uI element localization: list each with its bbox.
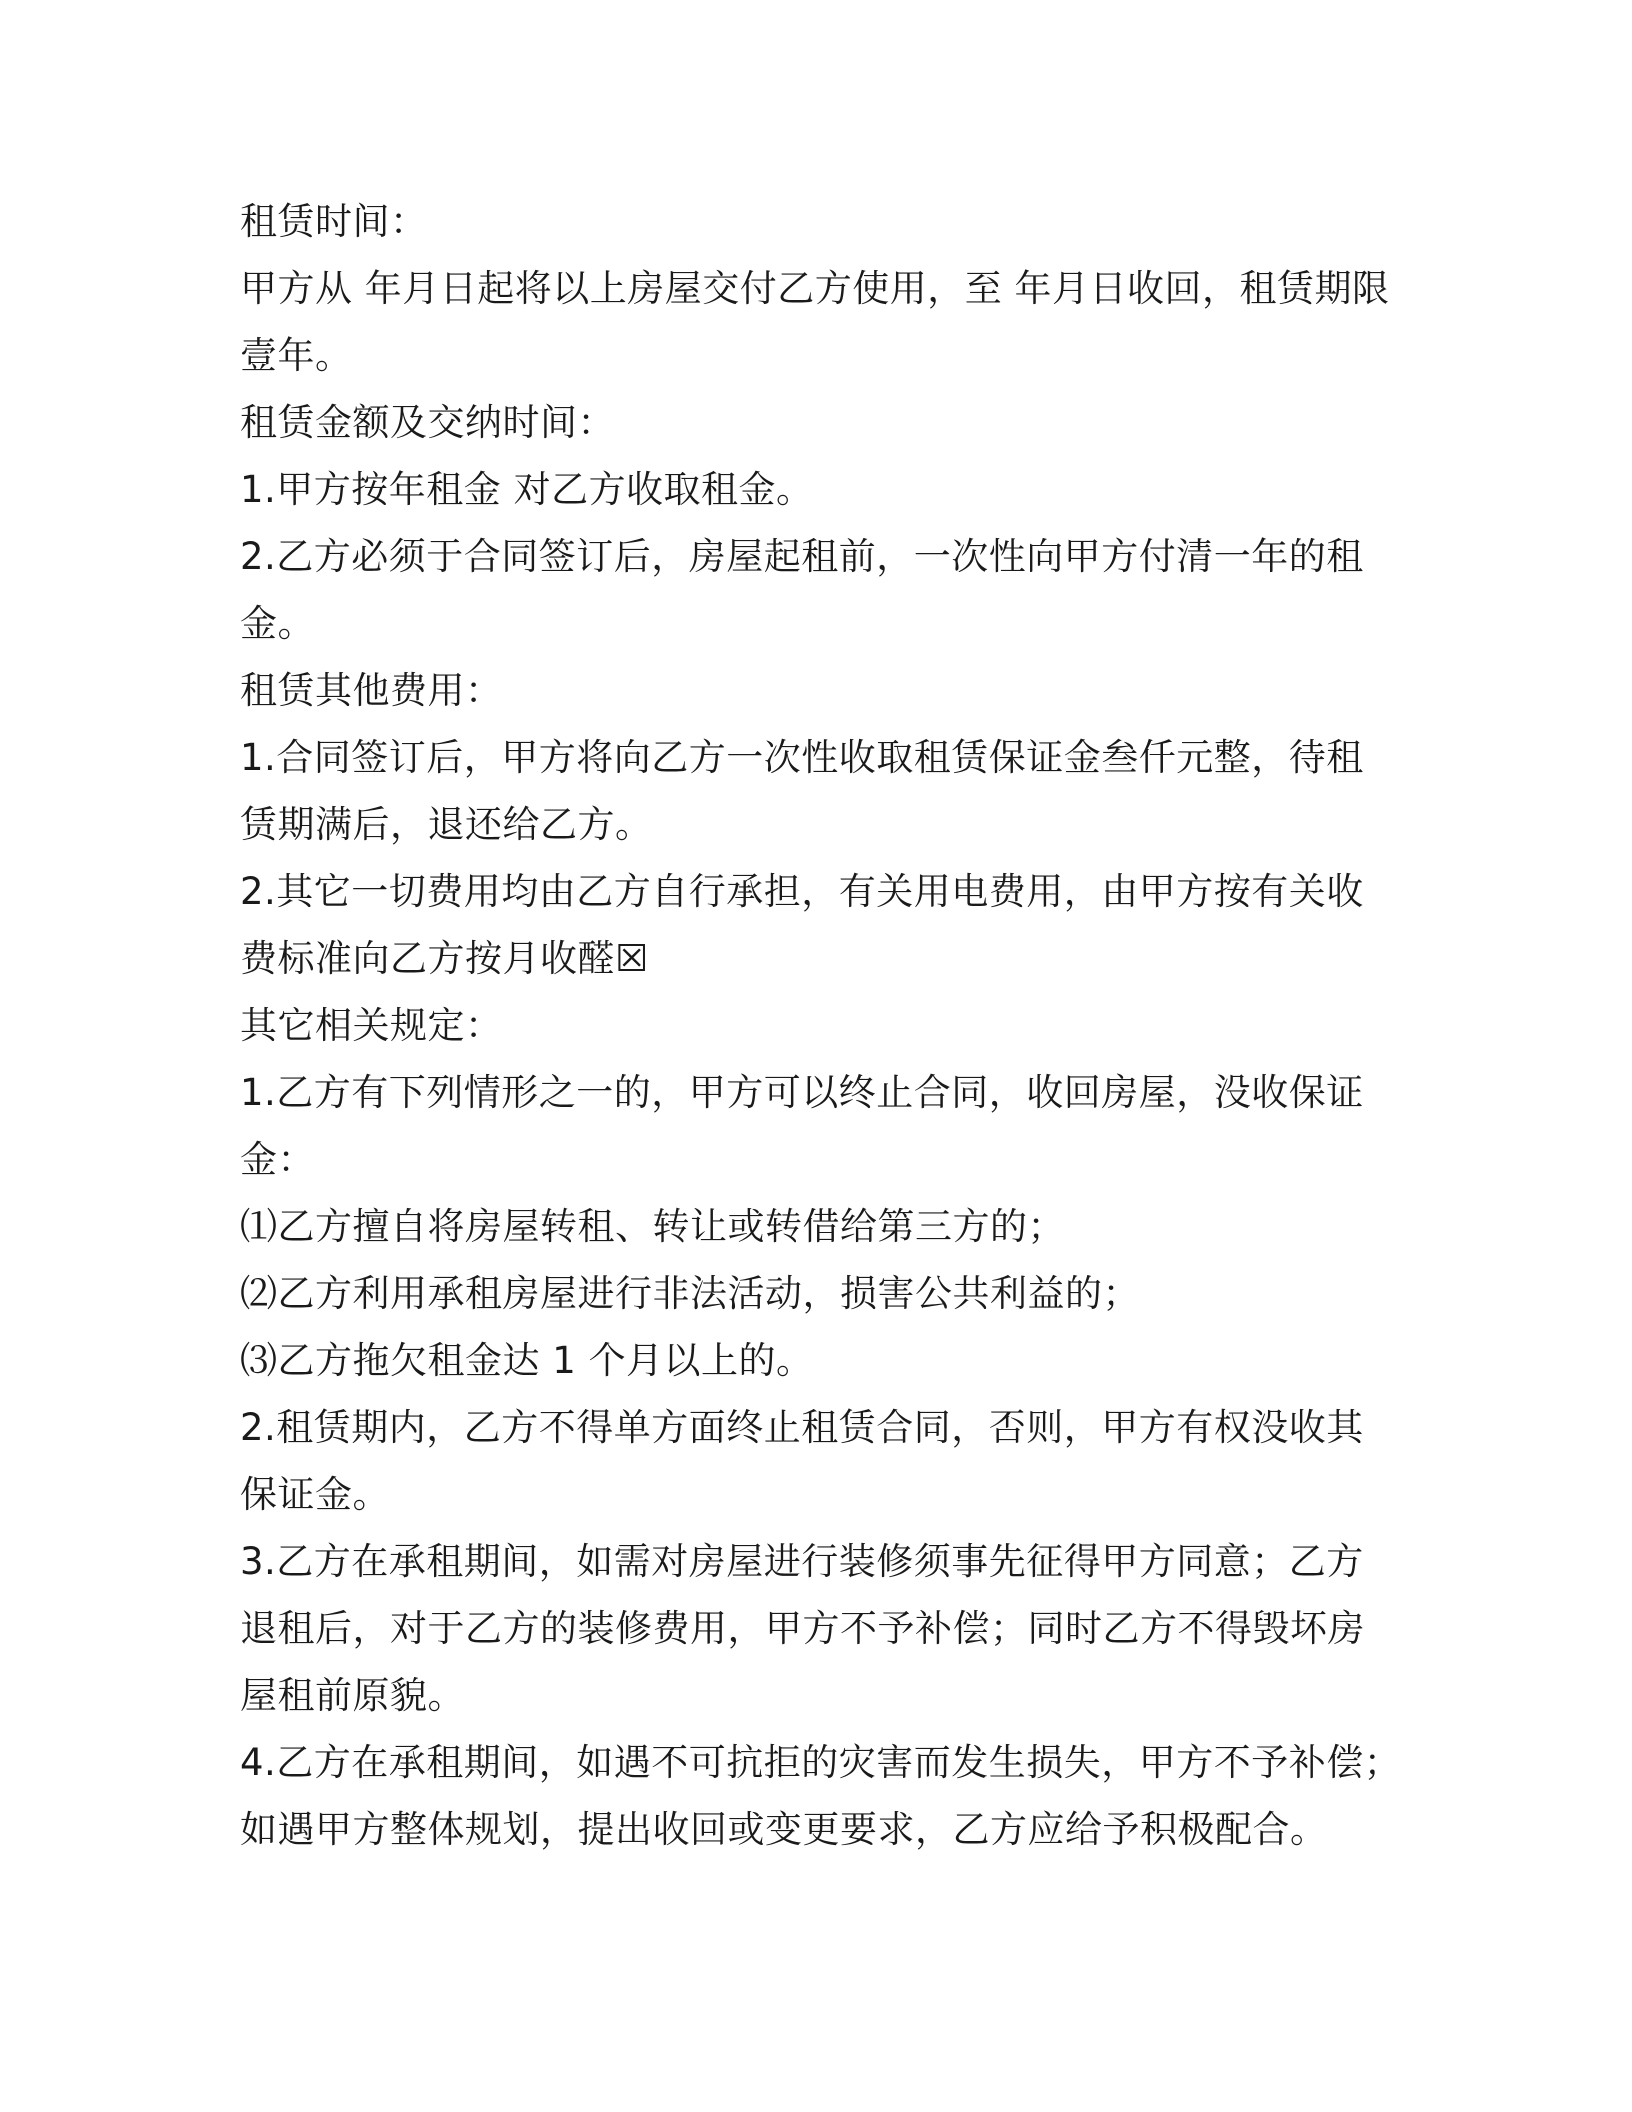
- text-line: 金：: [240, 1138, 315, 1181]
- text-line: 1.甲方按年租金 对乙方收取租金。: [240, 468, 814, 511]
- text-line: 赁期满后，退还给乙方。: [240, 803, 653, 846]
- section-heading-rent-amount: 租赁金额及交纳时间：: [240, 401, 615, 444]
- text-line: 费标准向乙方按月收醛☒: [240, 937, 649, 980]
- text-line: 金。: [240, 602, 315, 645]
- section-heading-other-fees: 租赁其他费用：: [240, 669, 503, 712]
- text-line: 壹年。: [240, 334, 353, 377]
- text-line: 退租后，对于乙方的装修费用，甲方不予补偿；同时乙方不得毁坏房: [240, 1607, 1365, 1650]
- text-line: 2.乙方必须于合同签订后，房屋起租前，一次性向甲方付清一年的租: [240, 535, 1364, 578]
- text-line: 4.乙方在承租期间，如遇不可抗拒的灾害而发生损失，甲方不予补偿；: [240, 1741, 1402, 1784]
- text-line: 2.其它一切费用均由乙方自行承担，有关用电费用，由甲方按有关收: [240, 870, 1364, 913]
- text-line: 3.乙方在承租期间，如需对房屋进行装修须事先征得甲方同意；乙方: [240, 1540, 1364, 1583]
- text-line: 甲方从 年月日起将以上房屋交付乙方使用，至 年月日收回，租赁期限: [240, 267, 1390, 310]
- text-line: 1.乙方有下列情形之一的，甲方可以终止合同，收回房屋，没收保证: [240, 1071, 1364, 1114]
- section-heading-lease-term: 租赁时间：: [240, 200, 428, 243]
- text-line: 保证金。: [240, 1473, 390, 1516]
- text-line: 如遇甲方整体规划，提出收回或变更要求，乙方应给予积极配合。: [240, 1808, 1328, 1851]
- text-line: ⑴乙方擅自将房屋转租、转让或转借给第三方的；: [240, 1205, 1065, 1248]
- document-body: [240, 188, 1402, 1863]
- text-line: 1.合同签订后，甲方将向乙方一次性收取租赁保证金叁仟元整，待租: [240, 736, 1364, 779]
- text-line: ⑵乙方利用承租房屋进行非法活动，损害公共利益的；: [240, 1272, 1140, 1315]
- section-heading-other-rules: 其它相关规定：: [240, 1004, 503, 1047]
- text-line: 屋租前原貌。: [240, 1674, 465, 1717]
- text-line: 2.租赁期内，乙方不得单方面终止租赁合同，否则，甲方有权没收其: [240, 1406, 1364, 1449]
- text-line: ⑶乙方拖欠租金达 1 个月以上的。: [240, 1339, 814, 1382]
